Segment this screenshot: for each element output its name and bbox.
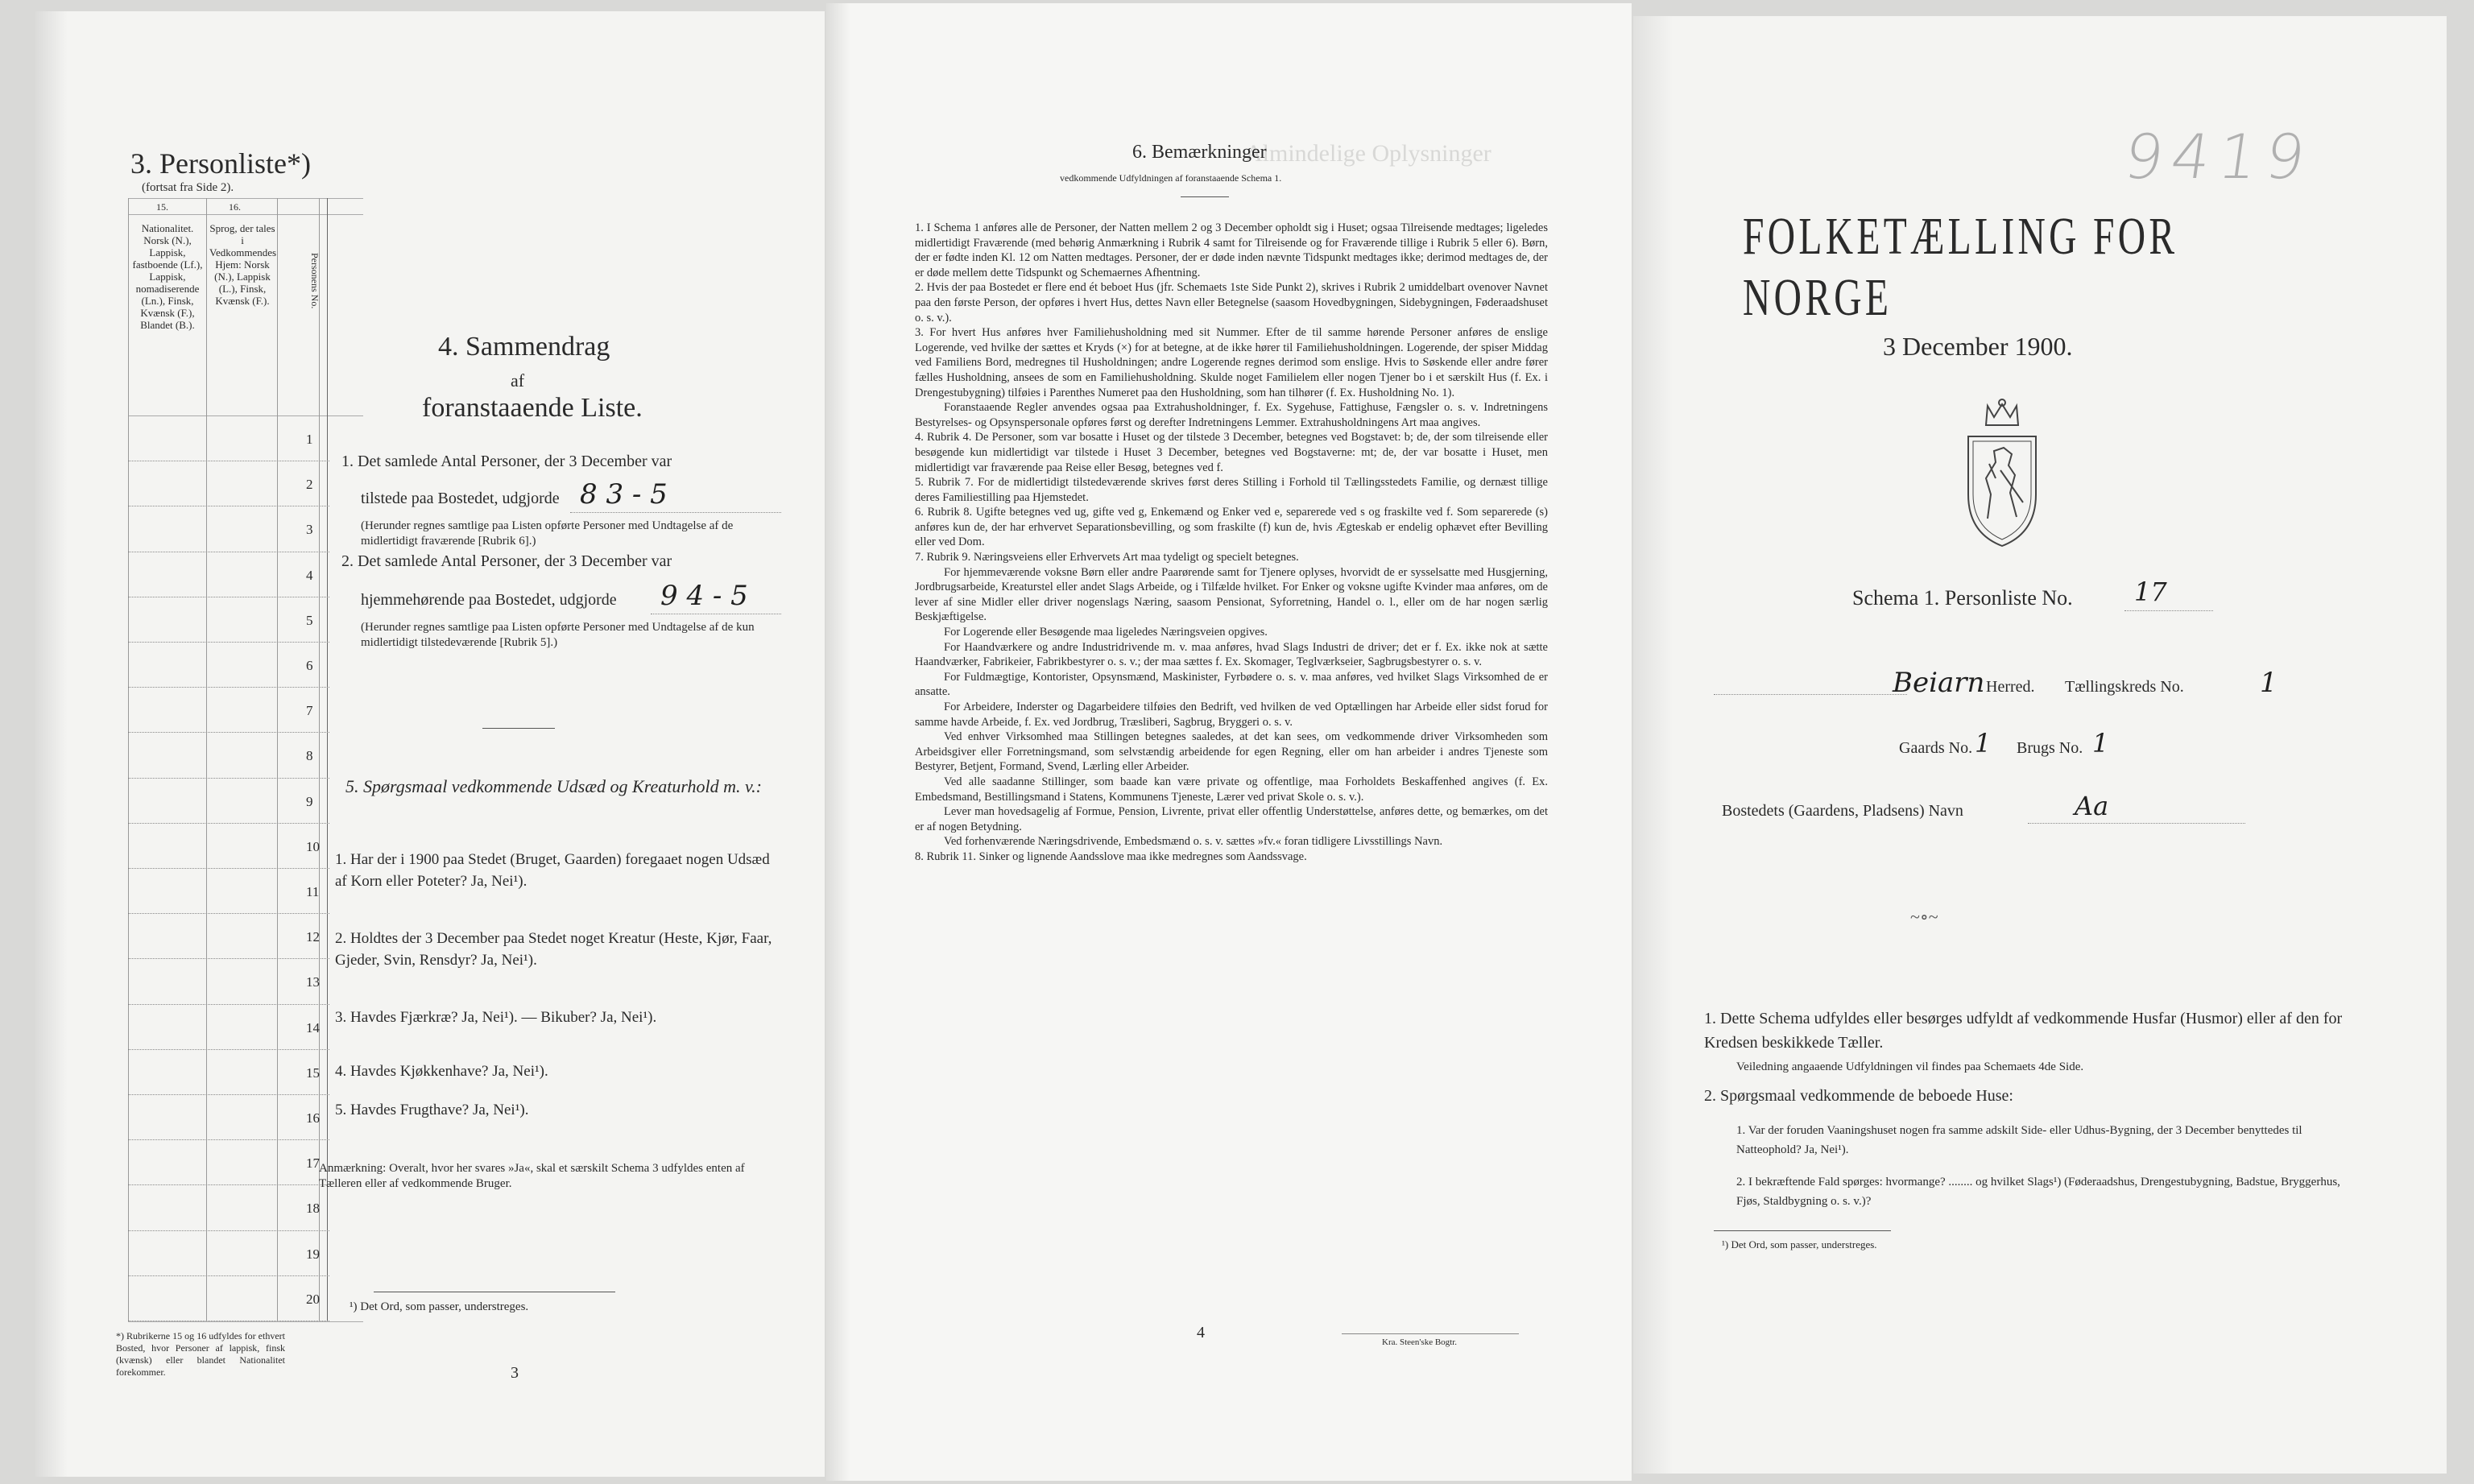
remark-3: 3. For hvert Hus anføres hver Familiehusholdning med sit Nummer. Efter de til samme hørende Personer anføres de enslige Logerende, ved hvilke der sættes et Kryds (×) for at betegne, at de ikke hører til Familiehusholdningen. Logerende, der spiser Middag ved Familiens Bord, medregnes til Husholdningen; andre Logerende regnes derimod som enslige. Hvis to Søskende eller andre fører fælles Husholdning, ansees de som en Familiehusholdning. Skulde noget Familielem eller nogen Tjener bo i et særskilt Hus (f. Ex. i Drengestubygning) tilføies i Parenthes Numeret paa den Husholdning, som han tilhører (f. Ex. Husholdning No. 1). xyxy=(915,326,1548,399)
table-row-rule xyxy=(128,687,329,688)
questions-title: 5. Spørgsmaal vedkommende Udsæd og Kreaturhold m. v.: xyxy=(345,776,762,796)
col-divider-1 xyxy=(206,198,207,1321)
schema-label: Schema 1. Personliste No. xyxy=(1852,586,2073,610)
row-number: 18 xyxy=(306,1201,320,1217)
remark-5: 5. Rubrik 7. For de midlertidigt tilstedeværende skrives først deres Stilling i Forhold til Tællingsstedets Familie, og dernæst tillige deres Familiestilling paa Hjemstedet. xyxy=(915,476,1548,504)
page-number-3: 3 xyxy=(511,1364,519,1382)
summary-item-2-line-b: hjemmehørende paa Bostedet, udgjorde xyxy=(361,591,617,609)
question-3: 3. Havdes Fjærkræ? Ja, Nei¹). — Bikuber? Ja, Nei¹). xyxy=(335,1009,657,1026)
remark-8: 8. Rubrik 11. Sinker og lignende Aandsslove maa ikke medregnes som Aandssvage. xyxy=(915,849,1307,863)
remark-4: 4. Rubrik 4. De Personer, som var bosatte i Huset og der tilstede 3 December, betegnes ved Bogstavet: b; de, der som tilreisende eller besøgende kun midlertidigt var tilstede i Huset 3 December, betegnes ved Bogstaverne: mt; de, der var bosatte i Huset, men midlertidigt var fraværende paa Reise eller Besøg, betegnes ved f. xyxy=(915,431,1548,474)
cover-date: 3 December 1900. xyxy=(1883,332,2073,361)
instruction-2-2: 2. I bekræftende Fald spørges: hvormange? ........ og hvilket Slags¹) (Føderaadshus, Drengestubygning, Badstue, Bryggerhus, Fjøs, Staldbygning o. s. v.)? xyxy=(1736,1176,2340,1208)
table-left-border xyxy=(128,198,129,1321)
brugs-label: Brugs No. xyxy=(2017,739,2083,757)
question-5: 5. Havdes Frugthave? Ja, Nei¹). xyxy=(335,1102,529,1118)
table-row-rule xyxy=(128,1275,329,1276)
table-row-rule xyxy=(128,642,329,643)
row-number: 19 xyxy=(306,1246,320,1262)
archive-number: 9419 xyxy=(2119,121,2318,192)
row-number: 12 xyxy=(306,929,320,945)
personliste-fill-line xyxy=(2124,610,2213,611)
table-row-rule xyxy=(128,823,329,824)
summary-item-1-line-a: 1. Det samlede Antal Personer, der 3 December var xyxy=(341,453,672,470)
questions-footnote: ¹) Det Ord, som passer, understreges. xyxy=(350,1300,529,1313)
questions-remark: Anmærkning: Overalt, hvor her svares »Ja«, skal et særskilt Schema 3 udfyldes enten af Tælleren eller af vedkommende Bruger. xyxy=(319,1162,745,1190)
remark-7g: Ved enhver Virksomhed maa Stillingen betegnes saaledes, at det kan sees, om vedkommende driver Virksomheden som Arbeidsgiver eller Forretningsmand, som selvstændig arbeidende for egen Regning, eller om han arbeider i andres Tjeneste som Bestyrer, Betjent, Formand, Svend, Lærling eller Arbeider. xyxy=(915,730,1548,774)
table-row-rule xyxy=(128,1094,329,1095)
row-number: 13 xyxy=(306,974,320,990)
summary-item-2-line-a: 2. Det samlede Antal Personer, der 3 December var xyxy=(341,552,672,570)
row-number: 16 xyxy=(306,1110,320,1126)
bosted-label: Bostedets (Gaardens, Pladsens) Navn xyxy=(1722,802,1963,820)
table-row-rule xyxy=(128,868,329,869)
bosted-value: Aa xyxy=(2075,791,2109,821)
instruction-2: 2. Spørgsmaal vedkommende de beboede Huse: xyxy=(1704,1087,2013,1105)
gaards-value: 1 xyxy=(1975,728,1992,759)
row-number: 10 xyxy=(306,838,320,854)
remark-2: 2. Hvis der paa Bostedet er flere end ét beboet Hus (jfr. Schemaets 1ste Side Punkt 2), skrives i Rubrik 2 umiddelbart ovenover Navnet paa den første Person, der opføres i hvert Hus, dettes Navn eller Betegnelse (saasom Hovedbygningen, Sidebygningen, Føderaadshuset o. s. v.). xyxy=(915,281,1548,324)
col15-number: 15. xyxy=(156,201,168,213)
cover-footnote-rule xyxy=(1714,1230,1891,1231)
decorative-ornament: ~∘~ xyxy=(1910,907,1938,927)
table-row-rule xyxy=(128,958,329,959)
row-number: 8 xyxy=(306,748,313,764)
instruction-1-note: Veiledning angaaende Udfyldningen vil findes paa Schemaets 4de Side. xyxy=(1736,1060,2084,1073)
instruction-2-1: 1. Var der foruden Vaaningshuset nogen fra samme adskilt Side- eller Udhus-Bygning, der 3 December benyttedes til Natteophold? Ja, Nei¹). xyxy=(1736,1124,2302,1156)
remark-7d: For Haandværkere og andre Industridrivende m. v. maa anføres, hvad Slags Industri de driver; det er f. Ex. ikke nok at sætte Haandværker, Fabrikeier, Fabrikbestyrer o. s. v.; der maa sættes f. Ex. Skomager, Teglværkseier, Sagbrugsbestyrer o. s. v. xyxy=(915,640,1548,669)
table-row-rule xyxy=(128,732,329,733)
summary-title-3: foranstaaende Liste. xyxy=(422,393,643,423)
table-row-rule xyxy=(128,778,329,779)
printer-rule xyxy=(1342,1333,1519,1334)
row-number: 5 xyxy=(306,612,313,628)
summary-item-2-note: (Herunder regnes samtlige paa Listen opførte Personer med Undtagelse af de kun midlertidigt tilstedeværende [Rubrik 5].) xyxy=(361,621,755,649)
remark-7f: For Arbeidere, Inderster og Dagarbeidere tilføies den Bedrift, ved hvilken de ved Optællingen har Arbeide eller sidst forud for samme havde Arbeide, f. Ex. ved Jordbrug, Træsliberi, Sagbrug, Bryggeri o. s. v. xyxy=(915,701,1548,729)
table-bottom-rule xyxy=(128,1321,363,1322)
kreds-label: Tællingskreds No. xyxy=(2065,678,2184,696)
row-number: 6 xyxy=(306,658,313,673)
summary-item-1-note: (Herunder regnes samtlige paa Listen opførte Personer med Undtagelse af de midlertidigt fraværende [Rubrik 6].) xyxy=(361,519,734,548)
left-footnote: *) Rubrikerne 15 og 16 udfyldes for ethvert Bosted, hvor Personer af lappisk, finsk (kvænsk) eller blandet Nationalitet forekommer. xyxy=(116,1330,285,1378)
table-row-rule xyxy=(128,1004,329,1005)
table-top-rule xyxy=(128,198,363,199)
col15-header: Nationalitet. Norsk (N.), Lappisk, fastboende (Lf.), Lappisk, nomadiserende (Ln.), Finsk, Kvænsk (F.), Blandet (B.). xyxy=(132,222,203,331)
summary-title-2: af xyxy=(511,370,525,391)
row-number: 3 xyxy=(306,522,313,538)
summary-title: 4. Sammendrag xyxy=(438,332,610,362)
row-number: 15 xyxy=(306,1064,320,1081)
question-1: 1. Har der i 1900 paa Stedet (Bruget, Gaarden) foregaaet nogen Udsæd af Korn eller Poteter? Ja, Nei¹). xyxy=(335,851,770,890)
remark-7h: Ved alle saadanne Stillinger, som baade kan være private og offentlige, maa Forholdets Beskaffenhed angives (f. Ex. Embedsmand, Bestillingsmand i Statens, Kommunens Tjeneste, Lærer ved privat Skole o. s. v.). xyxy=(915,775,1548,804)
col-divider-2 xyxy=(277,198,278,1321)
question-4: 4. Havdes Kjøkkenhave? Ja, Nei¹). xyxy=(335,1063,548,1080)
left-page xyxy=(35,11,825,1477)
table-row-rule xyxy=(128,1139,329,1140)
table-row-rule xyxy=(128,1184,329,1185)
row-number: 9 xyxy=(306,793,313,809)
table-body-rule xyxy=(128,415,363,416)
summary-item-2-value: 9 4 - 5 xyxy=(660,580,748,612)
table-row-rule xyxy=(128,1049,329,1050)
kreds-value: 1 xyxy=(2260,667,2277,699)
personliste-title: 3. Personliste*) xyxy=(130,147,311,180)
table-right-border xyxy=(327,198,328,1321)
herred-value: Beiarn xyxy=(1893,667,1985,699)
cover-footnote: ¹) Det Ord, som passer, understreges. xyxy=(1722,1238,1877,1250)
printer-credit: Kra. Steen'ske Bogtr. xyxy=(1382,1337,1458,1347)
summary-item-1-fill-line xyxy=(570,512,781,513)
row-number: 20 xyxy=(306,1291,320,1307)
remark-7: 7. Rubrik 9. Næringsveiens eller Erhvervets Art maa tydeligt og specielt betegnes. xyxy=(915,551,1299,564)
summary-divider xyxy=(482,728,555,729)
norwegian-coat-of-arms-icon xyxy=(1954,398,2050,551)
question-2: 2. Holdtes der 3 December paa Stedet noget Kreatur (Heste, Kjør, Faar, Gjeder, Svin, Rensdyr? Ja, Nei¹). xyxy=(335,930,772,969)
personliste-number: 17 xyxy=(2134,577,2167,607)
cover-title: FOLKETÆLLING FOR NORGE xyxy=(1743,207,2178,327)
table-row-rule xyxy=(128,1230,329,1231)
remarks-title-rule xyxy=(1181,196,1229,197)
row-number: 2 xyxy=(306,477,313,493)
col-divider-3 xyxy=(319,198,320,1321)
herred-label: Herred. xyxy=(1986,678,2035,696)
remark-6: 6. Rubrik 8. Ugifte betegnes ved ug, gifte ved g, Enkemænd og Enker ved e, separerede ved s og fraskilte ved f. Som separerede (s) anføres kun de, der har erhvervet Separationsbevilling, og som fraskilte (f) kun de, hvis Ægteskab er endelig ophævet efter Bevilling eller ved Dom. xyxy=(915,506,1548,549)
remark-7i: Lever man hovedsagelig af Formue, Pension, Livrente, privat eller offentlig Understøttelse, anføres dette, og bemærkes, om det er af nogen Betydning. xyxy=(915,805,1548,833)
instruction-1: 1. Dette Schema udfyldes eller besørges udfyldt af vedkommende Husfar (Husmor) eller af den for Kredsen beskikkede Tæller. xyxy=(1704,1010,2343,1052)
middle-page xyxy=(826,3,1632,1481)
remark-7b: For hjemmeværende voksne Børn eller andre Paarørende samt for Tjenere oplyses, hvorvidt de er sysselsatte med Husgjerning, Jordbrugsarbeide, Kreaturstel eller andet Slags Arbeide, og i Tilfælde hvilket. For Enker og voksne ugifte Kvinder maa anføres, om de lever af sine Midler eller driver nogenslags Næring, saasom Pensionat, Syforretning, Handel o. l., eller om de har nogen særlig Beskjæftigelse. xyxy=(915,565,1548,624)
row-number: 14 xyxy=(306,1019,320,1035)
faint-bleedthrough-title: Almindelige Oplysninger xyxy=(1245,140,1491,167)
row-number: 11 xyxy=(306,884,320,899)
remark-7j: Ved forhenværende Næringsdrivende, Embedsmænd o. s. v. sættes »fv.« foran tidligere Livsstillings Navn. xyxy=(944,835,1443,849)
remark-7e: For Fuldmægtige, Kontorister, Opsynsmænd, Maskinister, Fyrbødere o. s. v. maa anføres, ved hvilket Slags Virksomhed de er ansatte. xyxy=(915,670,1548,699)
cover-page xyxy=(1633,16,2447,1474)
row-number: 17 xyxy=(306,1155,320,1172)
col16-header: Sprog, der tales i Vedkommendes Hjem: Norsk (N.), Lappisk (L.), Finsk, Kvænsk (F.). xyxy=(209,222,277,307)
bosted-fill-line xyxy=(2028,823,2245,824)
remarks-subtitle: vedkommende Udfyldningen af foranstaaende Schema 1. xyxy=(1060,172,1282,184)
table-header-rule xyxy=(128,214,363,215)
row-number: 1 xyxy=(306,432,313,447)
gaards-label: Gaards No. xyxy=(1899,739,1973,757)
col16-number: 16. xyxy=(229,201,241,213)
herred-fill-line xyxy=(1714,694,1907,695)
page-number-4: 4 xyxy=(1197,1324,1205,1341)
col-personens-no: Personens No. xyxy=(309,253,321,309)
row-number: 7 xyxy=(306,703,313,719)
personliste-subtitle: (fortsat fra Side 2). xyxy=(142,181,234,194)
remark-3b: Foranstaaende Regler anvendes ogsaa paa Extrahusholdninger, f. Ex. Sygehuse, Fattighuse, Fængsler o. s. v. Indretningens Bestyrelses- og Opsynspersonale opføres først og derefter Indretningens Lemmer. Extrahusholdningens Art maa angives. xyxy=(915,401,1548,429)
summary-item-1-value: 8 3 - 5 xyxy=(580,478,668,511)
remarks-title: 6. Bemærkninger xyxy=(1132,142,1267,163)
remarks-body xyxy=(915,221,1548,865)
row-number: 4 xyxy=(306,567,313,583)
remark-1: 1. I Schema 1 anføres alle de Personer, der Natten mellem 2 og 3 December opholdt sig i Huset; ogsaa Tilreisende medtages; ligeledes midlertidigt Fraværende (med behørig Anmærkning i Rubrik 4 samt for Tilreisende og for Fraværende tillige i Rubrik 5 eller 6). Børn, der er fødte inden Kl. 12 om Natten medtages. Personer, der er døde inden nævnte Tidspunkt medtages ikke; derimod medtages de, der er døde mellem dette Tidspunkt og Schemaernes Afhentning. xyxy=(915,221,1548,279)
table-row-rule xyxy=(128,913,329,914)
summary-item-1-line-b: tilstede paa Bostedet, udgjorde xyxy=(361,490,560,507)
remark-7c: For Logerende eller Besøgende maa ligeledes Næringsveien opgives. xyxy=(944,626,1268,639)
brugs-value: 1 xyxy=(2092,728,2109,759)
